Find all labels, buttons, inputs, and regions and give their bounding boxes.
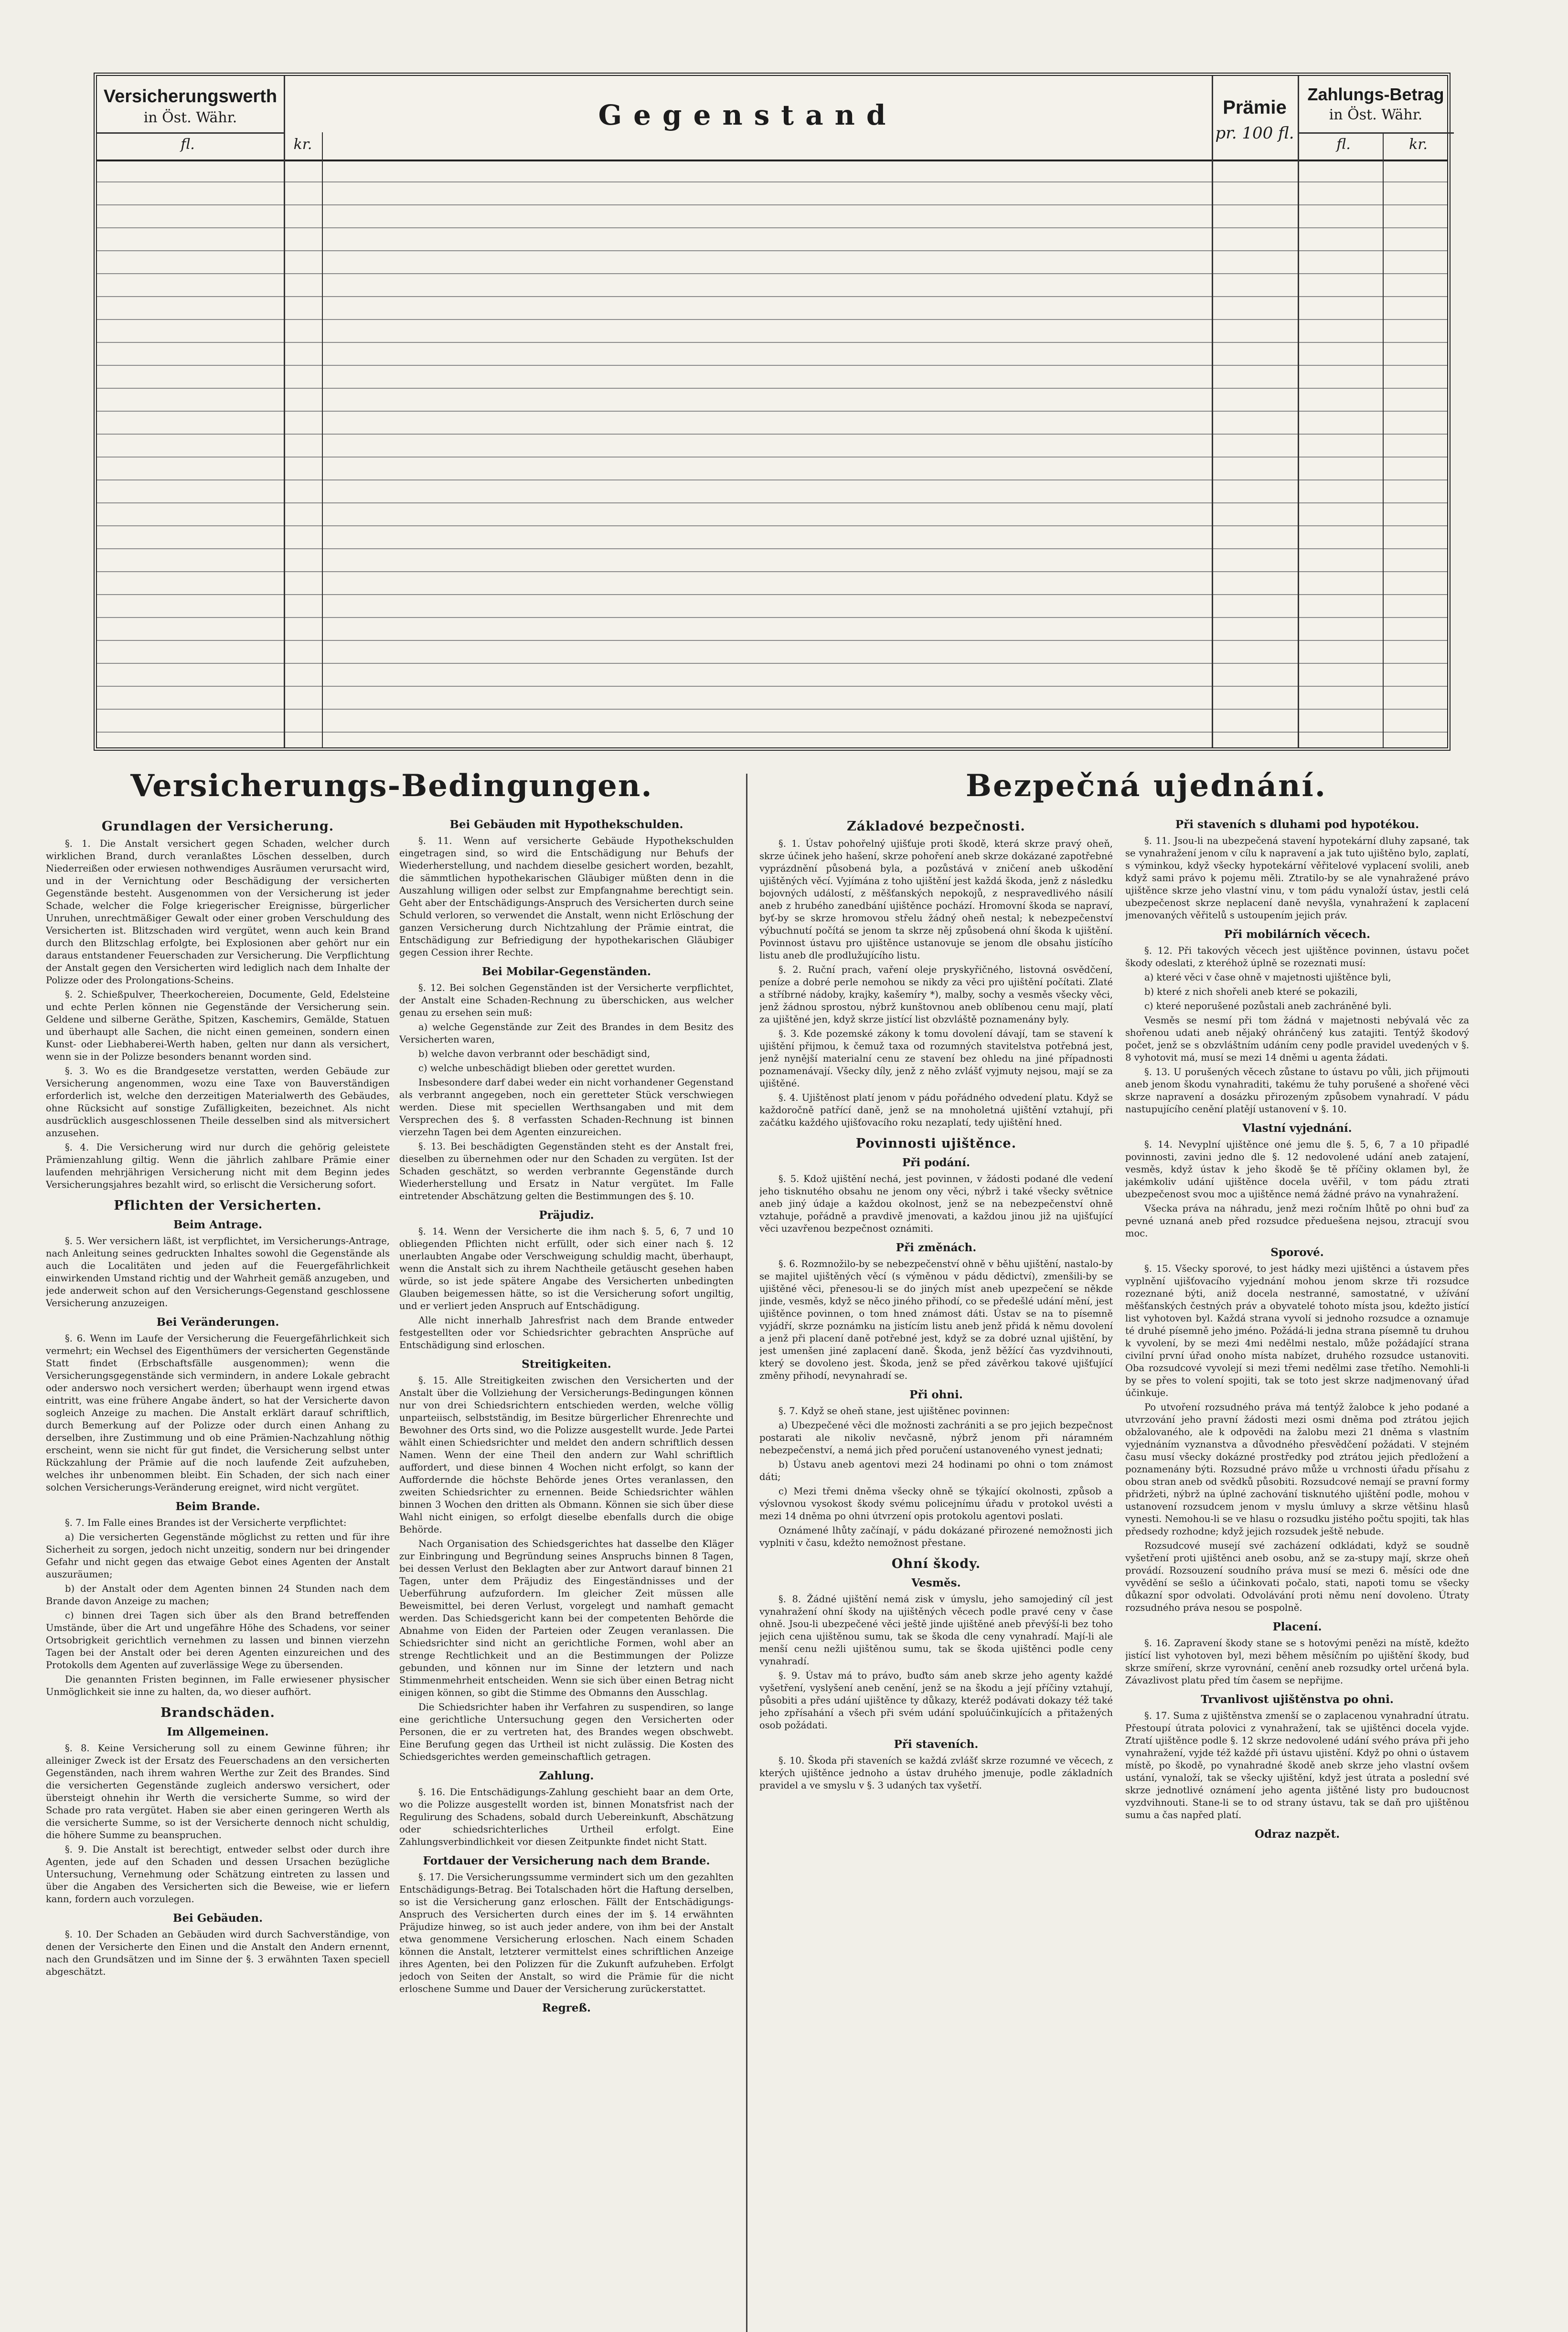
subsection-heading: Bei Mobilar-Gegenständen.	[481, 965, 651, 978]
paragraph: Die Schiedsrichter haben ihr Verfahren zu suspendiren, so lange eine gerichtliche Untersuchung gegen den Versicherten oder Personen, die er zu vertreten hat, des Brandes wegen obschwebt. Eine Berufung gegen das Urtheil ist nicht zulässig. Die Kosten des Schiedsgerichtes werden gemeinschaftlich getragen.	[399, 1702, 734, 1762]
col-payment-subtitle: in Öst. Währ.	[1329, 106, 1423, 123]
paragraph: §. 9. Ústav má to právo, buďto sám aneb skrze jeho agenty každé vyšetření, vyslyšení aneb cenění, jenž se na škodu a její příčiny vztahují, působiti a přes udání ujištěnce ty důkazy, kteréž podávati dokazy též také jeho zpřísahání a všech při svém udání spoluúčinkujících a přitažených osob požádati.	[759, 1670, 1113, 1731]
paragraph: §. 2. Ruční prach, vaření oleje pryskyřičného, listovná osvědčení, peníze a dobré perle nemohou se nikdy za věci pro ujištění počítati. Zlaté a stříbrné nádoby, krajky, kašemíry *), malby, sochy a vesměs všecky věci, jenž žádnou sprostou, nýbrž kunštovnou aneb oblíbenou cenu mají, platí za ujištěné jen, když skrze jistící list obzvláště poznamenány byly.	[759, 964, 1113, 1025]
paragraph: §. 9. Die Anstalt ist berechtigt, entweder selbst oder durch ihre Agenten, jede auf den Schaden und dessen Ursachen bezügliche Untersuchung, Vernehmung oder Schätzung eintreten zu lassen und über die Angaben des Versicherten sich die Beweise, wie er liefern kann, fordern auch vorzulegen.	[46, 1844, 390, 1905]
paragraph: §. 17. Die Versicherungssumme vermindert sich um den gezahlten Entschädigungs-Betrag. Bei Totalschaden hört die Haftung derselben, so ist die Versicherung ganz erloschen. Fällt der Entschädigungs-Anspruch des Versicherten durch eines der im §. 14 erwähnten Präjudize hinweg, so ist auch jeder andere, von ihm bei der Anstalt etwa genommene Versicherung erloschen. Nach einem Schaden können die Anstalt, letzterer vermittelst eines schriftlichen Anzeige ihres Agenten, bei den Polizzen für die Zukunft aufzuheben. Erfolgt jedoch von Seiten der Anstalt, so wird die Prämie für die nicht erloschene Summe und Dauer der Versicherung zurückerstattet.	[399, 1872, 734, 1994]
paragraph: §. 2. Schießpulver, Theerkochereien, Documente, Geld, Edelsteine und echte Perlen können nie Gegenstände der Versicherung sein. Geldene und silberne Geräthe, Spitzen, Kaschemirs, Gemälde, Statuen und überhaupt alle Sachen, die nicht einen gemeinen, sondern einen Kunst- oder Liebhaberei-Werth haben, gelten nur dann als versichert, wenn sie in der Polizze besonders benannt worden sind.	[46, 989, 390, 1062]
subsection-heading: Beim Brande.	[175, 1500, 260, 1513]
subsection-heading: Beim Antrage.	[173, 1218, 263, 1231]
paragraph: §. 7. Když se oheň stane, jest ujištěnec povinnen:	[779, 1406, 1010, 1416]
subsection-heading: Při změnách.	[896, 1241, 977, 1254]
paragraph: Po utvoření rozsudného práva má tentýž žalobce k jeho podané a utvrzování jeho pravní žádosti mezi osmi dněma pod ztrátou jejich obžalovaného, ale k odpovědi na žalobu mezi 21 dněma s vlastním vyjednáním vyznanstva a důvodného přesvědčení požádati. V stejném času musí všecky dokázné prostředky pod ztrátou jejich předložení a poznamenány býti. Rozsudné právo může u vrchnosti úřadu přísahu z obou stran aneb od svědků působiti. Rozsudcové nemají se pravní formy přidržeti, nýbrž na úplné zachování tisknutého ujištění podle, mohou v ustanovení rozsudcem jenom v myslu úmluvy a skrze většinu hlasů vynesti. Nemohou-li se ve hlasu o rozsudku jistého počtu spojiti, tak hlas předsedy rozhodne; když jejich rozsudek ještě nebude.	[1125, 1402, 1469, 1537]
paragraph: §. 15. Alle Streitigkeiten zwischen den Versicherten und der Anstalt über die Vollziehung der Versicherungs-Bedingungen können nur von drei Schiedsrichtern entschieden werden, welche völlig unparteiisch, selbstständig, im Besitze bürgerlicher Ehrenrechte und Bewohner des Orts sind, wo die Polizze ausgestellt wurde. Jede Partei wählt einen Schiedsrichter und meldet den andern schriftlich dessen Namen. Wenn der eine Theil den andern zur Wahl schriftlich auffordert, und diese binnen 4 Wochen nicht erfolgt, so kann der Auffordernde die höchste Behörde jenes Ortes veranlassen, den zweiten Schiedsrichter zu ernennen. Beide Schiedsrichter wählen binnen 3 Wochen den dritten als Obmann. Können sie sich über diese Wahl nicht einigen, so erfolgt dieselbe ebenfalls durch die obige Behörde.	[399, 1375, 734, 1535]
german-conditions-heading: Versicherungs-Bedingungen.	[130, 768, 653, 804]
paragraph: c) Mezi třemi dněma všecky ohně se týkající okolnosti, způsob a výslovnou vysokost škody svému policejnímu úřadu v protokol uvésti a mezi 14 dněma po ohni útvrzení opis protokolu agentovi poslati.	[759, 1486, 1113, 1522]
paragraph: Nach Organisation des Schiedsgerichtes hat dasselbe den Kläger zur Einbringung und Begründung seines Anspruchs binnen 8 Tagen, bei dessen Verlust den Beklagten aber zur Antwort darauf binnen 21 Tagen, unter dem Präjudiz des Eingeständnisses und der Ueberführung aufzufordern. Im gleicher Zeit müssen alle Beweismittel, bei deren Verlust, vorgelegt und namhaft gemacht werden. Das Schiedsgericht kann bei der competenten Behörde die Abnahme von Eiden der Parteien oder Zeugen veranlassen. Die Schiedsrichter sind nicht an gerichtliche Formen, wohl aber an strenge Rechtlichkeit und an die Bestimmungen der Polizze gebunden, und können nur im Sinne der letztern und nach Stimmenmehrheit entscheiden. Wenn sie sich über einen Betrag nicht einigen können, so gibt die Stimme des Obmanns den Ausschlag.	[399, 1538, 734, 1698]
subsection-heading: Při ohni.	[909, 1388, 963, 1401]
subsection-heading: Zahlung.	[539, 1769, 594, 1782]
paragraph: §. 6. Wenn im Laufe der Versicherung die Feuergefährlichkeit sich vermehrt; ein Wechsel des Eigenthümers der versicherten Gegenstände Statt findet (Erbschaftsfälle ausgenommen); wenn die Versicherungsgegenstände sich vermindern, in andere Lokale gebracht oder anderswo noch versichert werden; überhaupt wenn irgend etwas eintritt, was eine frühere Angabe ändert, so hat der Versicherte davon sogleich Anzeige zu machen. Die Anstalt erklärt darauf schriftlich, durch Bemerkung auf der Polizze oder durch einen Anhang zu derselben, ihre Zustimmung und ob eine Prämien-Nachzahlung nöthig erscheint, wenn sie nicht für gut findet, die Versicherung selbst unter Rückzahlung der Prämie auf die noch laufende Zeit aufzuheben, welches ihr unbenommen bleibt. Ein Schaden, der sich nach einer solchen Versicherungs-Veränderung ereignet, wird nicht vergütet.	[46, 1333, 390, 1493]
paragraph: §. 15. Všecky sporové, to jest hádky mezi ujištěnci a ústavem přes vyplnění ujišťovacího vyjednání mohou jenom skrze tři rozsudce rozeznané býti, aniž docela nestranné, samostatné, v užívání měšťanských čestných práv a obyvatelé tohoto místa jsou, kdežto jistící list vyhotoven byl. Každá strana vyvolí si jednoho rozsudce a oznamuje té druhé písemně jeho jméno. Požádá-li jedna strana písemně tu druhou k vyvolení, by se mezi 4mi nedělmi nestalo, může požádající strana civilní první úřad onoho místa nabízet, druhého rozsudce ustanoviti. Oba rozsudcové vyvolejí si mezi třemi nedělmi zase třetího. Nemohli-li by se přes to volení spojiti, tak se toto jest skrze nadjmenovaný úřad účinkuje.	[1125, 1263, 1469, 1398]
paragraph: c) welche unbeschädigt blieben oder gerettet wurden.	[418, 1063, 675, 1074]
paragraph: §. 12. Při takových věcech jest ujištěnce povinnen, ústavu počet škody odeslati, z kteréhož úplně se rozeznati musí:	[1125, 945, 1469, 969]
paragraph: §. 7. Im Falle eines Brandes ist der Versicherte verpflichtet:	[65, 1517, 347, 1528]
paragraph: §. 10. Der Schaden an Gebäuden wird durch Sachverständige, von denen der Versicherte den Einen und die Anstalt den Andern ernennt, nach den Grundsätzen und im Sinne der §. 3 erwähnten Taxen speciell abgeschätzt.	[46, 1929, 390, 1977]
col-object-title: Gegenstand	[598, 99, 897, 131]
col-value-title: Versicherungswerth	[103, 86, 277, 106]
ledger-col-divider	[1298, 76, 1299, 747]
paragraph: Alle nicht innerhalb Jahresfrist nach dem Brande entweder festgestellten oder vor Schiedsrichter gebrachten Ansprüche auf Entschädigung sind erloschen.	[399, 1315, 734, 1351]
subsection-heading: Bei Gebäuden.	[172, 1912, 263, 1925]
paragraph: b) welche davon verbrannt oder beschädigt sind,	[418, 1048, 651, 1059]
paragraph: §. 16. Zapravení škody stane se s hotovými penězi na místě, kdežto jistící list vyhotoven byl, mezi během měsíčním po ujištění škody, buď skrze smíření, skrze vyrovnání, cenění aneb rozsudky ortel určená byla. Závazlivost platu před tím časem se nepřijme.	[1125, 1638, 1469, 1686]
subsection-heading: Streitigkeiten.	[522, 1358, 611, 1371]
ledger-col-divider	[322, 132, 323, 747]
paragraph: §. 5. Wer versichern läßt, ist verpflichtet, im Versicherungs-Antrage, nach Anleitung seines gedruckten Inhaltes sowohl die Gegenstände als auch die Localitäten und jeden auf die Feuergefährlichkeit einwirkenden Umstand richtig und der Wahrheit gemäß anzugeben, und jede anderweit schon auf den Versicherungs-Gegenstand geschlossene Versicherung anzuzeigen.	[46, 1235, 390, 1309]
ledger-col-divider	[1212, 76, 1213, 747]
german-column-right	[399, 812, 734, 2326]
paragraph: a) welche Gegenstände zur Zeit des Brandes in dem Besitz des Versicherten waren,	[399, 1022, 734, 1045]
paragraph: Všecka práva na náhradu, jenž mezi ročním lhůtě po ohni buď za pevné uznaná aneb před rozsudce předuešena nejsou, ztracují svou moc.	[1125, 1203, 1469, 1239]
subsection-heading: Vesměs.	[911, 1576, 961, 1589]
paragraph: a) Ubezpečené věci dle možnosti zachrániti a se pro jejich bezpečnost postarati ale nikoliv nevčasně, nýbrž jenom při náramném nebezpečenství, a nemá jich před poručení ustanoveného vynest jednati;	[759, 1420, 1113, 1456]
section-heading: Pflichten der Versicherten.	[114, 1198, 322, 1213]
paragraph: §. 8. Keine Versicherung soll zu einem Gewinne führen; ihr alleiniger Zweck ist der Ersatz des Feuerschadens an den versicherten Gegenständen, nach ihrem wahren Werthe zur Zeit des Brandes. Sind die versicherten Gegenstände zugleich anderswo versichert, oder übersteigt ohnehin ihr Werth die versicherte Summe, so wird der Schade pro rata vergütet. Haben sie aber einen geringeren Werth als die versicherte Summe, so ist der Versicherte dennoch nicht schuldig, die höhere Summe zu beanspruchen.	[46, 1743, 390, 1841]
subsection-heading: Při staveních.	[894, 1738, 979, 1751]
czech-column-right	[1125, 812, 1469, 2326]
paragraph: §. 5. Kdož ujištění nechá, jest povinnen, v žádosti podané dle vedení jeho tisknutého obsahu ne jenom ony věci, nýbrž i také všecky světnice aneb jiný údaje a každou okolnost, jenž se na nebezpečenství ohně vztahuje, pořádně a pravdivě jmenovati, a každou jinou již na ujišťující věci uzavřenou bezpečnost oznámiti.	[759, 1173, 1113, 1234]
paragraph: §. 3. Wo es die Brandgesetze verstatten, werden Gebäude zur Versicherung angenommen, wozu eine Taxe von Bauverständigen erforderlich ist, welche den derzeitigen Materialwerth des Gebäudes, ohne Rücksicht auf sonstige Zufälligkeiten, bezeichnet. Als nicht ausdrücklich ausgeschlossenen Theile desselben sind als mitversichert anzusehen.	[46, 1065, 390, 1139]
col-payment-title: Zahlungs-Betrag	[1307, 85, 1444, 104]
subsection-heading: Regreß.	[542, 2002, 591, 2014]
paragraph: §. 4. Ujištěnost platí jenom v pádu pořádného odvedení platu. Když se každoročně patřící daně, jenž se na mnoholetná ujištění vztahují, při začátku každého ujišťovacího roku nezaplatí, tedy ujištění hned.	[759, 1092, 1113, 1128]
col-payment-kr: kr.	[1409, 136, 1428, 153]
subsection-heading: Při podání.	[902, 1156, 971, 1169]
paragraph: §. 14. Nevyplní ujištěnce oné jemu dle §. 5, 6, 7 a 10 připadlé povinnosti, zavini jedno dle §. 12 nedovolené udání aneb zatajení, vesměs, když ústav k jeho škodě §e tě příčiny oklamen byl, že jakémkoliv udání ujištěnce docela uvěřil, v tom pádu ztrati ubezpečenost svou moc a ujištěnce nemá žádné právo na vynahražení.	[1125, 1139, 1469, 1200]
paragraph: §. 8. Žádné ujištění nemá zisk v úmyslu, jeho samojediný cíl jest vynahražení ohní škody na ujištěných věcech podle pravé ceny v čase ohně. Jsou-li ubezpečené věci ještě jinde ujištěné aneb převýší-li bez toho jejich cena ujištěnou sumu, tak se škoda dle ceny vynahradí. Mají-li ale menší cenu nežli ujištěnou sumu, tak se škoda ujištěnci podle ceny vynahradí.	[759, 1594, 1113, 1667]
col-value-kr: kr.	[293, 136, 312, 153]
paragraph: §. 6. Rozmnožilo-by se nebezpečenství ohně v běhu ujištění, nastalo-by se majitel ujištěných věcí (s výměnou v pádu dědictví), zmenšili-by se ujištěné věci, přenesou-li se do jiných míst aneb upezpečení se někde jinde, vesměs, když se něco jiného přihodí, co se předešlé udání mění, jest ujištěnce povinnen, o tom hned známost dáti. Ústav se na to písemně vyjádří, skrze poznámku na jistícím listu aneb jenž přidá k němu dovolení a jenž při placení daně potřebné jest, když se za dobré uznal ujištění, by jest umenšen jiné zaplacení daně. Škoda, jenž běžící čas vyzdvihnouti, který se dovoleno jest. Škoda, jenž se před závěrkou takové ujišťující změny přihodí, nevynahradí se.	[759, 1258, 1113, 1381]
paragraph: §. 1. Die Anstalt versichert gegen Schaden, welcher durch wirklichen Brand, durch veranlaßtes Löschen desselben, durch Niederreißen oder erwiesen nothwendiges Ausräumen verursacht wird, und in der Vernichtung oder Beschädigung der versicherten Gegenstände besteht. Ausgenommen von der Versicherung ist jeder Schade, welcher die Folge kriegerischer Ereignisse, bürgerlicher Unruhen, unrechtmäßiger Gewalt oder einer groben Verschuldung des Versicherten ist. Blitzschaden wird vergütet, wenn auch kein Brand durch den Blitzschlag erfolgte, bei Explosionen aber gehört nur ein daraus entstandener Feuerschaden zur Versicherung. Die Verpflichtung der Anstalt gegen den Versicherten wird lediglich nach dem Inhalte der Polizze oder des Prolongations-Scheins.	[46, 838, 390, 986]
ledger-rows	[97, 160, 1447, 747]
col-value-fl: fl.	[181, 136, 195, 153]
paragraph: §. 12. Bei solchen Gegenständen ist der Versicherte verpflichtet, der Anstalt eine Schaden-Rechnung zu überschicken, aus welcher genau zu ersehen sein muß:	[399, 982, 734, 1018]
paragraph: §. 17. Suma z ujištěnstva zmenší se o zaplacenou vynahradní útratu. Přestoupí útrata polovici z vynahražení, tak se ujištěnci docela vyjde. Ztratí ujištěnce podle §. 12 skrze nedovolené udání svého práva při jeho vynahražení, vyjde též každé při ústavu ujistění. Když po ohni o ústavem místě, po škodě, po vynahradné škodě aneb skrze jeho vlastní ovšem ustání, vynaloží, tak se všecky ujištění, když jest útrata a poslední své skrze jednotlivé oznámení jeho agenta jištěné listy pro budoucnost vyzdvihnouti. Stane-li se to od strany ústavu, tak se daň pro ujištěnou sumu a čas napřed platí.	[1125, 1710, 1469, 1821]
ledger-col-divider	[284, 76, 285, 747]
subsection-heading: Odraz nazpět.	[1254, 1828, 1340, 1841]
subsection-heading: Bei Gebäuden mit Hypothekschulden.	[449, 818, 683, 831]
paragraph: §. 14. Wenn der Versicherte die ihm nach §. 5, 6, 7 und 10 obliegenden Pflichten nicht erfüllt, oder sich einer nach §. 12 unerlaubten Angabe oder Verschweigung schuldig macht, überhaupt, wenn die Anstalt sich zu ihrem Nachtheile getäuscht gesehen haben würde, so ist jede spätere Angabe des Versicherten unbedingten Glauben beigemessen hätte, so ist die Versicherung sofort ungiltig, und er verliert jeden Anspruch auf Entschädigung.	[399, 1226, 734, 1311]
paragraph: a) Die versicherten Gegenstände möglichst zu retten und für ihre Sicherheit zu sorgen, jedoch nicht unzeitig, sondern nur bei dringender Gefahr und nicht gegen das etwaige Gebot eines Agenten der Anstalt auszuräumen;	[46, 1532, 390, 1580]
german-column-left	[46, 812, 390, 2326]
czech-conditions-heading: Bezpečná ujednání.	[965, 768, 1327, 804]
paragraph: Vesměs se nesmí při tom žádná v majetnosti nebývalá věc za shořenou udati aneb nějaký ohránčený kus zatajiti. Tentýž škodový počet, jenž se s obzvláštním udáním ceny podle pravidel uvedených v §. 8 vyhotovit má, musí se mezi 14 dněmi u agenta žádati.	[1125, 1015, 1469, 1063]
paragraph: b) Ústavu aneb agentovi mezi 24 hodinami po ohni o tom známost dáti;	[759, 1459, 1113, 1482]
paragraph: a) které věci v čase ohně v majetnosti ujištěnce byli,	[1144, 972, 1391, 983]
subsection-heading: Při staveních s dluhami pod hypotékou.	[1175, 818, 1419, 831]
paragraph: Rozsudcové musejí své zacházení odkládati, když se soudně vyšetření proti ujištěnci aneb osobu, anž se za-stupy mají, skrze oheň provádí. Rozsouzení soudního práva musí se mezi 6. měsíci ode dne vyvědění se sešlo a účinkovati počalo, stati, napoti tomu se všecky důkazní spor odvolati. Odvolávání proti němu není dovoleno. Útraty rozsudného práva nesou se pospolně.	[1125, 1540, 1469, 1613]
paragraph: c) které neporušené pozůstali aneb zachráněné byli.	[1144, 1001, 1392, 1012]
col-value-subtitle: in Öst. Währ.	[143, 109, 237, 126]
paragraph: §. 11. Wenn auf versicherte Gebäude Hypothekschulden eingetragen sind, so wird die Entschädigung nur Behufs der Wiederherstellung, und nachdem dieselbe gesichert worden, bezahlt, die sämmtlichen hypothekarischen Gläubiger müßten denn in die Auszahlung willigen oder selbst zur Empfangnahme berechtigt sein. Geht aber der Entschädigungs-Anspruch des Versicherten durch seine Schuld verloren, so verwendet die Anstalt, wenn nicht Erlöschung der ganzen Versicherung durch Nichtzahlung der Prämie eintrat, die Entschädigung zur Befriedigung der hypothekarischen Gläubiger gegen Cession ihrer Rechte.	[399, 835, 734, 958]
subsection-heading: Při mobilárních věcech.	[1224, 928, 1370, 941]
subsection-heading: Trvanlivost ujištěnstva po ohni.	[1201, 1693, 1394, 1706]
col-payment-fl: fl.	[1336, 136, 1351, 153]
ledger-col-divider	[1383, 132, 1384, 747]
paragraph: §. 13. Bei beschädigten Gegenständen steht es der Anstalt frei, dieselben zu übernehmen oder nur den Schaden zu vergüten. Ist der Schaden geschätzt, so werden verbrannte Gegenstände durch Wiederherstellung und Ersatz in Natur vergütet. Im Falle eintretender Abschätzung gelten die Bestimmungen des §. 10.	[399, 1141, 734, 1202]
ledger-subheader-line	[1298, 132, 1454, 134]
subsection-heading: Bei Veränderungen.	[156, 1316, 279, 1329]
paragraph: §. 13. U porušených věcech zůstane to ústavu po vůli, jich přijmouti aneb jenom škodu vynahraditi, takému že tuhy porušené a shořené věci skrze napravení a dosázku přirozeným způsobem vynahradí. V pádu nastupujícího cenění platějí ustanovení v §. 10.	[1125, 1066, 1469, 1115]
subsection-heading: Sporové.	[1270, 1246, 1324, 1259]
subsection-heading: Präjudiz.	[539, 1209, 594, 1222]
paragraph: §. 1. Ústav pohořelný ujišťuje proti škodě, která skrze pravý oheň, skrze účinek jeho hašení, skrze pohoření aneb skrze dokázané zapotřebné vyprázdnění působená byla, a pozůstává v zničení aneb uškodění ujištěných věcí. Vyjímána z toho ujištění jest každá škoda, jenž z následku bojovných událostí, z měšťanských nepokojů, z nespravedlivého násilí aneb z hrubého zanedbání ujištěnce pochází. Hromovní škoda se napraví, byť-by se skrze hromovou střelu žádný oheň nestal; k nebezpečenství výbuchnutí počítá se jenom ta skrze něj způsobená ohní škoda k ujištění. Povinnost ústavu pro ujištěnce ustanovuje se jenom dle obsahu jistícího listu aneb dle prodlužujícího listu.	[759, 838, 1113, 961]
paragraph: §. 16. Die Entschädigungs-Zahlung geschieht baar an dem Orte, wo die Polizze ausgestellt worden ist, binnen Monatsfrist nach der Regulirung des Schadens, sobald durch Uebereinkunft, Abschätzung oder schiedsrichterliches Urtheil erfolgt. Eine Zahlungsverbindlichkeit vor diesen Zeitpunkte findet nicht Statt.	[399, 1787, 734, 1847]
paragraph: b) der Anstalt oder dem Agenten binnen 24 Stunden nach dem Brande davon Anzeige zu machen;	[46, 1583, 390, 1607]
paragraph: §. 4. Die Versicherung wird nur durch die gehörig geleistete Prämienzahlung giltig. Wenn die jährlich zahlbare Prämie einer laufenden mehrjährigen Versicherung nicht mit dem Beginn jedes Versicherungsjahres bezahlt wird, so erlischt die Versicherung sofort.	[46, 1142, 390, 1190]
col-premium-subtitle: pr. 100 fl.	[1215, 124, 1294, 143]
paragraph: Insbesondere darf dabei weder ein nicht vorhandener Gegenstand als verbrannt angegeben, noch ein geretteter Stück verschwiegen werden. Diese mit speciellen Werthsangaben und mit dem Versprechen des §. 8 verfassten Schaden-Rechnung ist binnen vierzehn Tagen bei dem Agenten einzureichen.	[399, 1077, 734, 1138]
section-heading: Základové bezpečnosti.	[847, 819, 1025, 834]
paragraph: §. 10. Škoda při staveních se každá zvlášť skrze rozumné ve věcech, z kterých ujištěnce jednoho a ústav druhého jmenuje, podle základních pravidel a ve smyslu v §. 3 udaných tax vyšetří.	[759, 1755, 1113, 1791]
section-heading: Grundlagen der Versicherung.	[101, 819, 334, 834]
paragraph: §. 11. Jsou-li na ubezpečená stavení hypotekární dluhy zapsané, tak se vynahražení jenom v cílu k napravení a jak tuto ujištěno bylo, zaplatí, s výminkou, když všecky hypotekární věřitelové vyplacení svolili, aneb když sami právo k pojemu měli. Ztratilo-by se ale vynahražené právo ujištěnce skrze jeho vlastní vinu, v tom pádu vynaloží ústav, jestli celá ubezpečenost skrze neplacení daně nevyšla, vynahražení k zaplacení jmenovaných věřitelů s ustoupením jejich práv.	[1125, 835, 1469, 921]
insurance-ledger-table	[94, 73, 1451, 751]
paragraph: Die genannten Fristen beginnen, im Falle erwiesener physischer Unmöglichkeit sie inne zu halten, da, wo dieser aufhört.	[46, 1674, 390, 1697]
ledger-subheader-line	[97, 132, 284, 134]
section-heading: Brandschäden.	[160, 1705, 275, 1720]
center-column-rule	[746, 774, 747, 2332]
subsection-heading: Placení.	[1272, 1620, 1322, 1633]
czech-column-left	[759, 812, 1113, 2326]
paragraph: c) binnen drei Tagen sich über als den Brand betreffenden Umstände, über die Art und ungefähre Höhe des Schadens, vor seiner Ortsobrigkeit gerichtlich vernehmen zu lassen und binnen vierzehn Tagen bei der Anstalt oder bei deren Agenten einzureichen und des Protokolls dem Agenten auf zuverlässige Wege zu übersenden.	[46, 1610, 390, 1671]
section-heading: Povinnosti ujištěnce.	[855, 1136, 1017, 1151]
subsection-heading: Vlastní vyjednání.	[1242, 1122, 1352, 1135]
col-premium-title: Prämie	[1223, 97, 1287, 118]
subsection-heading: Fortdauer der Versicherung nach dem Brande.	[423, 1854, 710, 1867]
paragraph: Oznámené lhůty začínají, v pádu dokázané přirozené nemožnosti jich vyplniti v času, kdežto nemožnost přestane.	[759, 1525, 1113, 1548]
paragraph: §. 3. Kde pozemské zákony k tomu dovolení dávají, tam se stavení k ujištění přijmou, k čemuž taxa od rozumných stavitelstva potřebná jest, jenž nynější materialní cenu ze stavení bez ohledu na jiné případnosti poznamenávají. Všecky díly, jenž z něho zvlášť vyjmuty nejsou, mají se za ujištěné.	[759, 1028, 1113, 1089]
paragraph: b) které z nich shořeli aneb které se pokazili,	[1144, 986, 1358, 997]
section-heading: Ohní škody.	[891, 1556, 981, 1571]
subsection-heading: Im Allgemeinen.	[167, 1725, 269, 1738]
